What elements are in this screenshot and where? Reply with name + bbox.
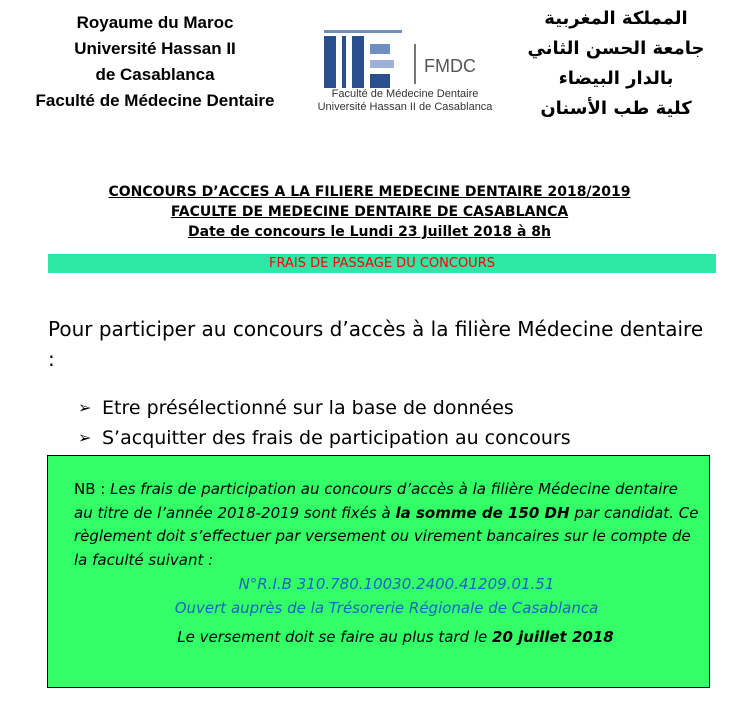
requirements-list (78, 393, 718, 453)
logo-caption-line: Université Hassan II de Casablanca (317, 101, 493, 113)
logo-caption (300, 88, 510, 114)
deadline (74, 620, 699, 654)
fees-banner: FRAIS DE PASSAGE DU CONCOURS (48, 254, 716, 273)
rib-number: N°R.I.B 310.780.10030.2400.41209.01.51 (238, 575, 555, 593)
header-fr-line: Faculté de Médecine Dentaire (35, 91, 275, 110)
header-ar-line: المملكة المغربية (544, 8, 688, 29)
header-fr-line: Université Hassan II (74, 39, 236, 58)
deadline-text: Le versement doit se faire au plus tard le (177, 628, 488, 646)
header-ar-line: جامعة الحسن الثاني (527, 38, 705, 59)
header-ar-line: كلية طب الأسنان (540, 98, 692, 119)
document-title (0, 182, 739, 242)
intro-paragraph: Pour participer au concours d’accès à la filière Médecine dentaire : (48, 317, 704, 371)
list-item: ➢ Etre présélectionné sur la base de données (78, 393, 718, 423)
notice-text: Les frais de participation au concours d’accès à la filière Médecine dentaire au titre de l’année 2018-2019 sont fixés à (74, 480, 678, 522)
payment-notice (47, 455, 710, 688)
header-fr-line: de Casablanca (95, 65, 215, 84)
header-fr-line: Royaume du Maroc (76, 13, 234, 32)
deadline-date: 20 juillet 2018 (492, 628, 614, 646)
notice-body (74, 478, 699, 572)
logo-mark (324, 30, 402, 88)
bank-info: Ouvert auprès de la Trésorerie Régionale de Casablanca (174, 599, 599, 617)
header-arabic (511, 4, 721, 124)
title-line: FACULTE DE MEDECINE DENTAIRE DE CASABLANCA (170, 204, 569, 220)
title-line: CONCOURS D’ACCES A LA FILIERE MEDECINE DENTAIRE 2018/2019 (108, 184, 631, 200)
title-date: Date de concours le Lundi 23 Juillet 2018 à 8h (188, 224, 551, 240)
fee-amount: la somme de 150 DH (395, 503, 570, 522)
notice-label: NB : (74, 480, 106, 498)
logo-abbrev: FMDC (424, 56, 476, 76)
list-item: ➢ S’acquitter des frais de participation au concours (78, 423, 718, 453)
header-ar-line: بالدار البيضاء (558, 68, 674, 89)
logo-caption-line: Faculté de Médecine Dentaire (331, 88, 479, 100)
header-french (6, 10, 304, 114)
notice-text: par candidat. Ce règlement doit s’effectuer par versement ou virement bancaires sur le compte de la faculté suivant : (74, 503, 699, 569)
